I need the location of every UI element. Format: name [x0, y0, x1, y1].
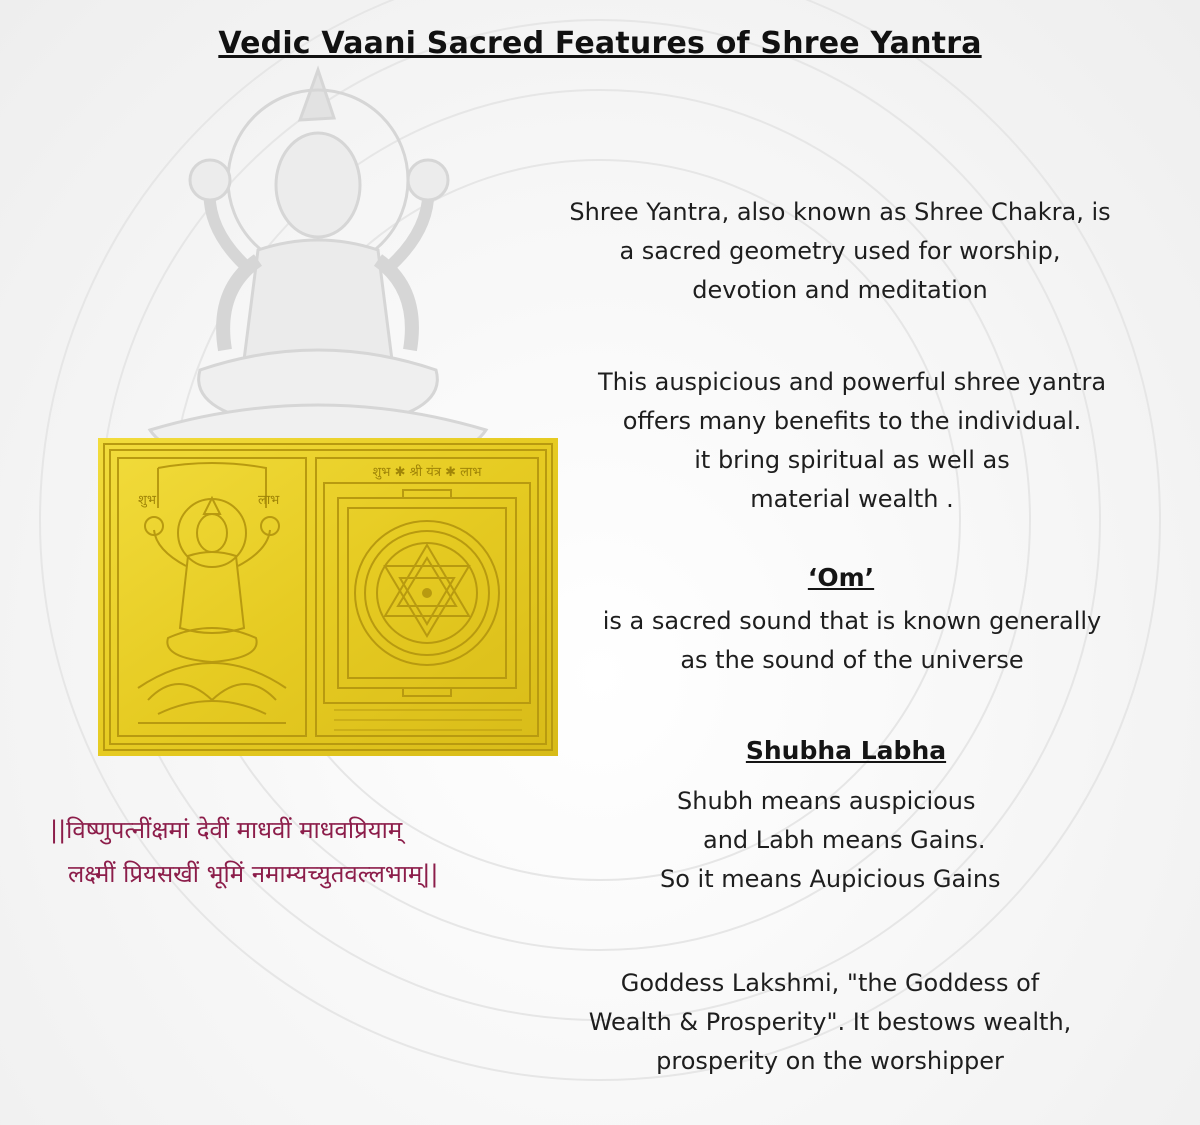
mantra-line: ||विष्णुपत्नींक्षमां देवीं माधवीं माधवप्रियाम् — [50, 816, 403, 844]
om-line: as the sound of the universe — [680, 646, 1024, 674]
lakshmi-line: prosperity on the worshipper — [656, 1047, 1004, 1075]
mantra-line: लक्ष्मीं प्रियसखीं भूमिं नमाम्यच्युतवल्लभाम्|| — [68, 860, 439, 888]
plate-label-shubh: शुभ — [138, 493, 156, 508]
lakshmi-paragraph — [510, 964, 1150, 1081]
benefits-line: it bring spiritual as well as — [694, 446, 1010, 474]
shubha-labha-line: and Labh means Gains. — [703, 826, 986, 854]
intro-line: devotion and meditation — [692, 276, 988, 304]
shree-yantra-gold-plate — [98, 438, 558, 756]
om-line: is a sacred sound that is known generally — [602, 607, 1102, 635]
intro-line: Shree Yantra, also known as Shree Chakra, is — [569, 198, 1111, 226]
sanskrit-mantra — [50, 808, 650, 896]
benefits-line: This auspicious and powerful shree yantra — [597, 368, 1107, 396]
lakshmi-line: Wealth & Prosperity". It bestows wealth, — [588, 1008, 1072, 1036]
plate-label-labh: लाभ — [258, 493, 280, 508]
plate-yantra-header: शुभ ✱ श्री यंत्र ✱ लाभ — [372, 465, 482, 480]
intro-paragraph — [520, 193, 1160, 310]
shubha-labha-line: Shubh means auspicious — [677, 787, 976, 815]
lakshmi-figure-watermark — [150, 70, 486, 470]
om-paragraph — [532, 602, 1172, 680]
benefits-line: material wealth . — [750, 485, 954, 513]
lakshmi-line: Goddess Lakshmi, "the Goddess of — [620, 969, 1040, 997]
shubha-labha-line: So it means Aupicious Gains — [660, 865, 1001, 893]
om-heading: ‘Om’ — [807, 563, 875, 592]
benefits-line: offers many benefits to the individual. — [622, 407, 1082, 435]
shubha-labha-paragraph — [640, 782, 1060, 899]
intro-line: a sacred geometry used for worship, — [619, 237, 1061, 265]
page-title: Vedic Vaani Sacred Features of Shree Yantra — [218, 26, 982, 61]
shubha-labha-heading: Shubha Labha — [745, 736, 947, 765]
benefits-paragraph — [532, 363, 1172, 519]
